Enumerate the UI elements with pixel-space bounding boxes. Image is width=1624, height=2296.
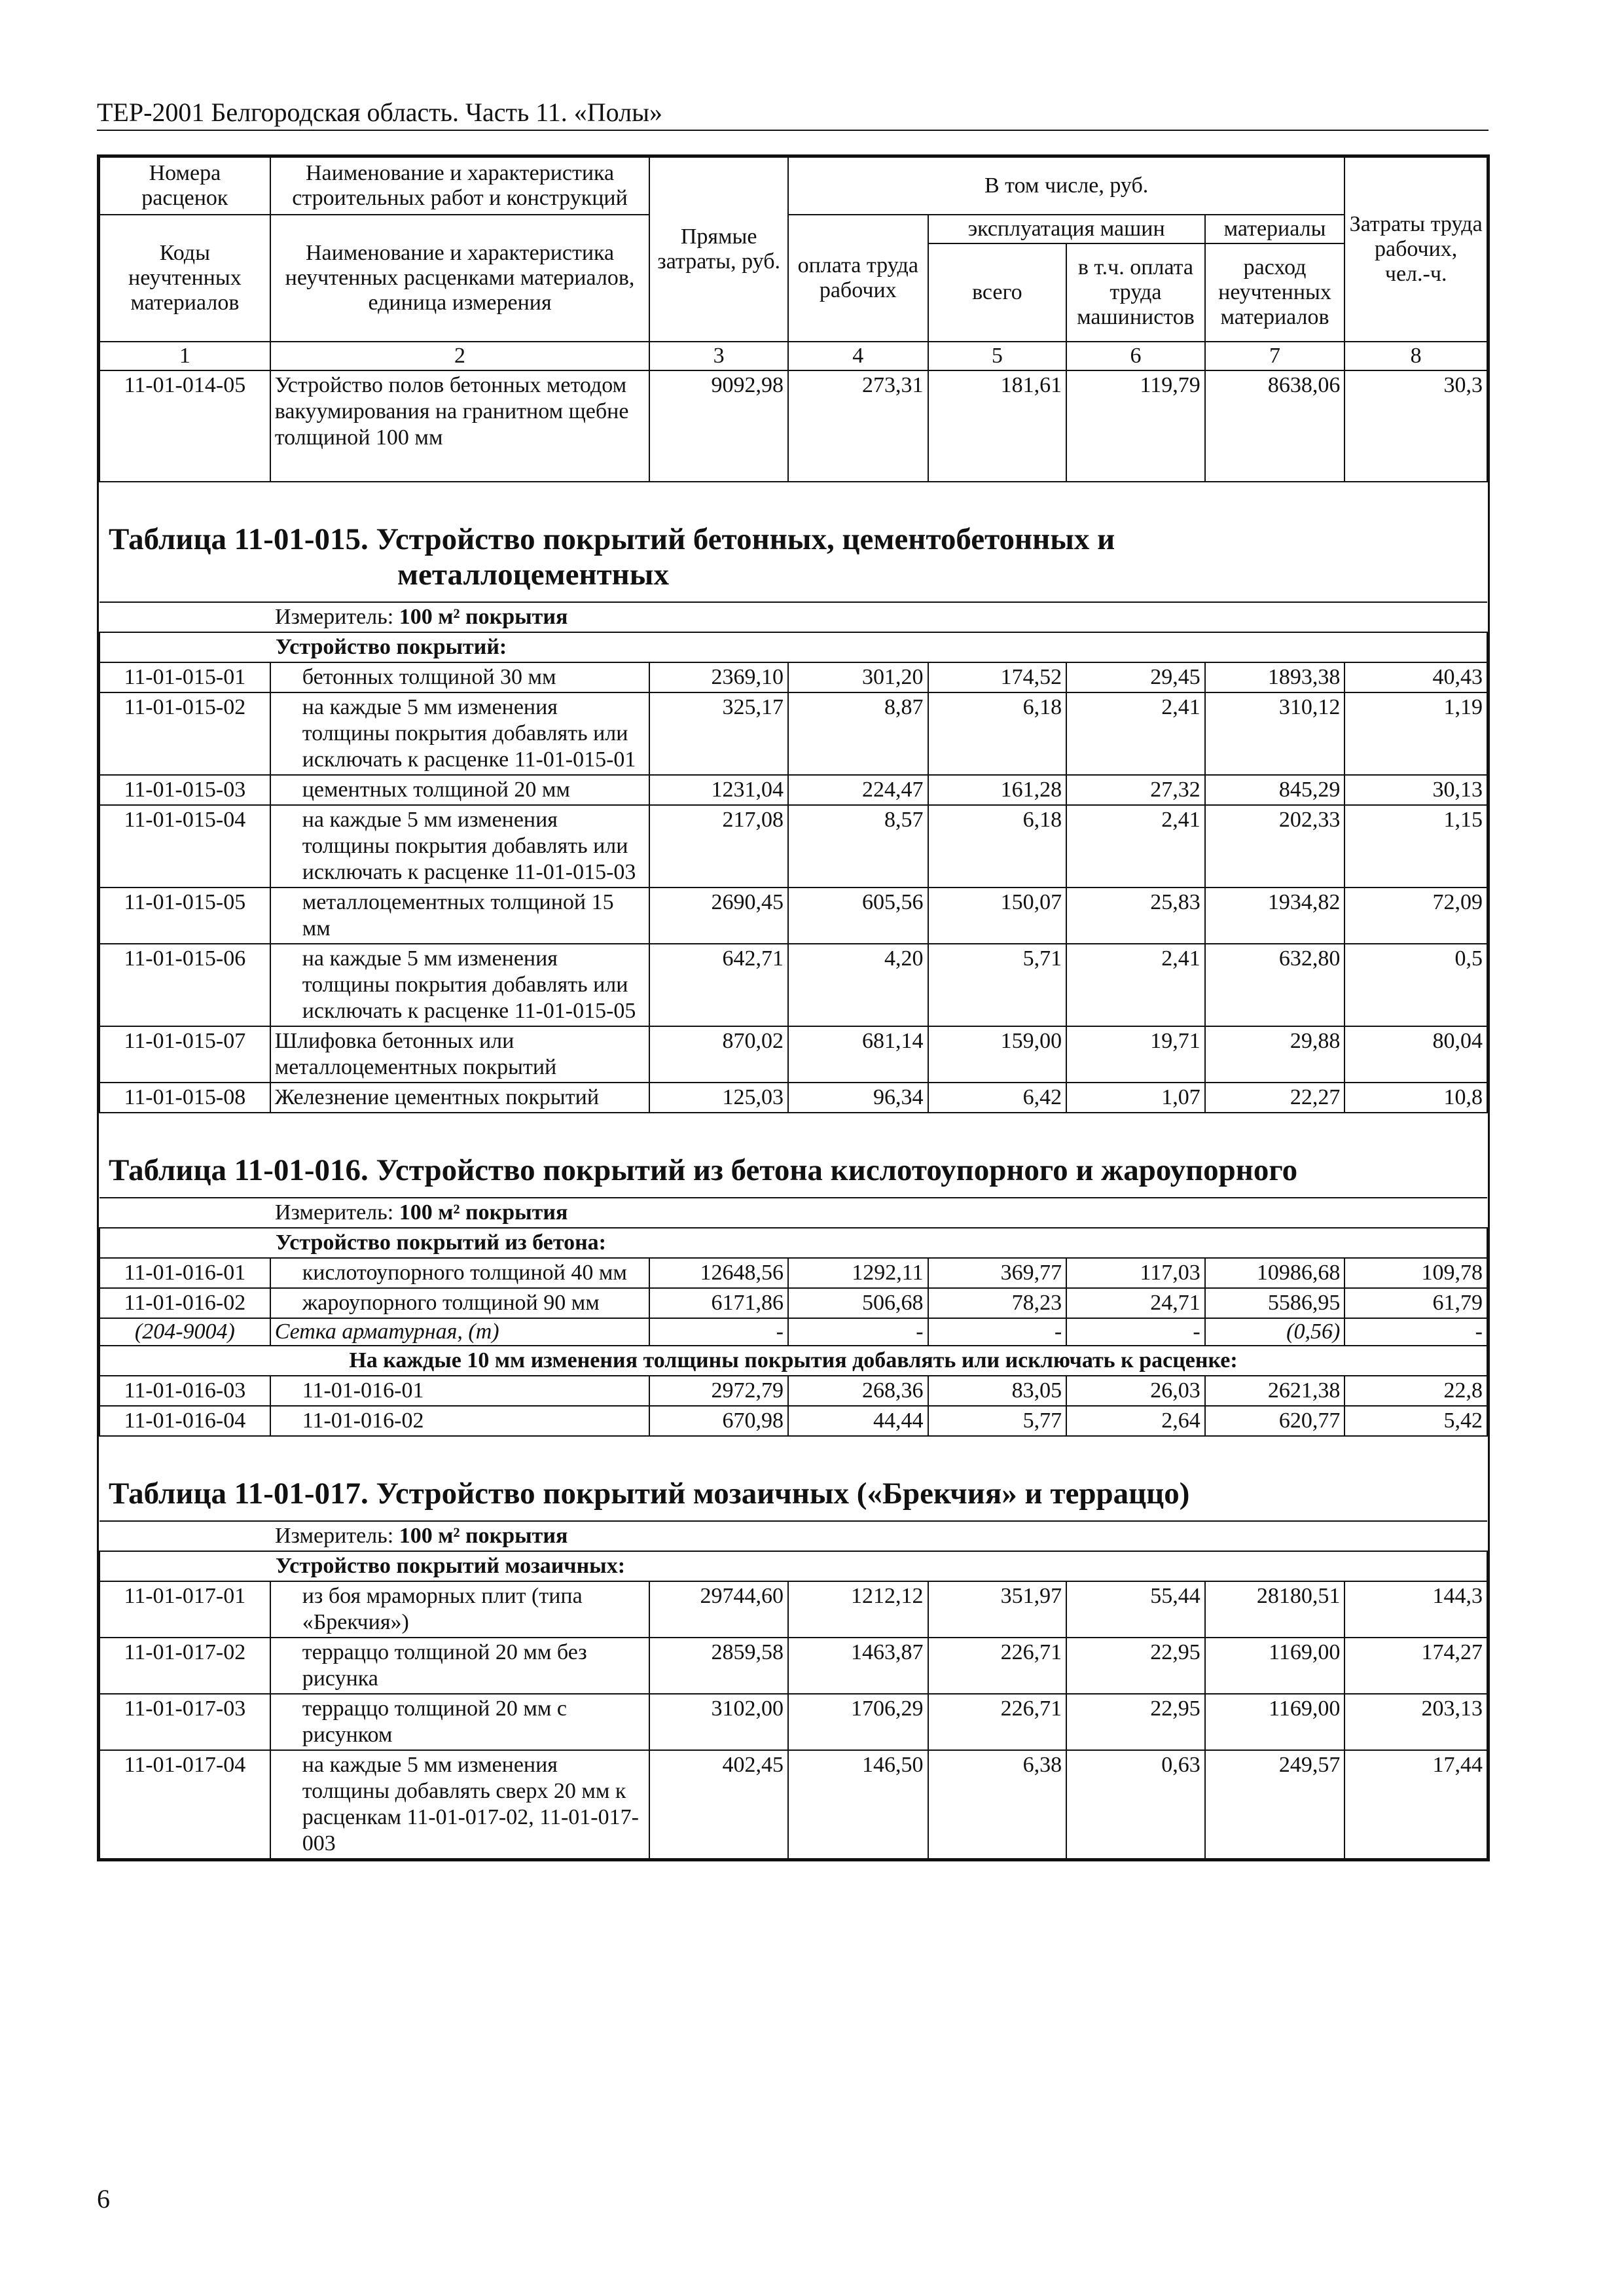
machinist-pay: 2,41 xyxy=(1066,692,1205,775)
col-number: 3 xyxy=(649,342,788,370)
labor-hours: 10,8 xyxy=(1344,1083,1487,1113)
page-header: ТЕР-2001 Белгородская область. Часть 11. «Полы» xyxy=(97,96,1489,131)
direct-costs: - xyxy=(649,1318,788,1346)
rate-name: на каждые 5 мм изменения толщины покрытия добавлять или исключать к расценке 11-01-015-05 xyxy=(270,944,650,1026)
direct-costs: 402,45 xyxy=(649,1750,788,1859)
rate-code: 11-01-015-04 xyxy=(99,805,270,888)
material-name: Сетка арматурная, (т) xyxy=(270,1318,650,1346)
machines-total: 226,71 xyxy=(928,1694,1067,1750)
direct-costs: 2690,45 xyxy=(649,888,788,944)
rate-code: 11-01-016-04 xyxy=(99,1406,270,1436)
rate-code: 11-01-015-03 xyxy=(99,775,270,805)
col-header-labor-hours: Затраты труда рабочих, чел.-ч. xyxy=(1344,157,1487,342)
col-header-material-name: Наименование и характеристика неучтенных расценками материалов, единица измерения xyxy=(270,215,650,342)
machines-total: 6,18 xyxy=(928,805,1067,888)
rate-name: на каждые 5 мм изменения толщины покрытия добавлять или исключать к расценке 11-01-015-01 xyxy=(270,692,650,775)
table-body xyxy=(99,370,1487,482)
col-header-material-codes: Коды неучтенных материалов xyxy=(99,215,270,342)
rate-name: на каждые 5 мм изменения толщины добавлять сверх 20 мм к расценкам 11-01-017-02, 11-01-017-003 xyxy=(270,1750,650,1859)
table-row xyxy=(99,1581,1487,1638)
machines-total: - xyxy=(928,1318,1067,1346)
worker-pay: - xyxy=(788,1318,928,1346)
materials-cost: 249,57 xyxy=(1205,1750,1345,1859)
direct-costs: 6171,86 xyxy=(649,1288,788,1318)
machinist-pay: - xyxy=(1066,1318,1205,1346)
rate-name: терраццо толщиной 20 мм с рисунком xyxy=(270,1694,650,1750)
worker-pay: 268,36 xyxy=(788,1376,928,1406)
col-header-including: В том числе, руб. xyxy=(788,157,1344,215)
machines-total: 174,52 xyxy=(928,662,1067,692)
table-row xyxy=(99,1376,1487,1406)
material-code: (204-9004) xyxy=(99,1318,270,1346)
table-row xyxy=(99,1406,1487,1436)
machinist-pay: 26,03 xyxy=(1066,1376,1205,1406)
table-016-variants xyxy=(99,1346,1487,1436)
machinist-pay: 27,32 xyxy=(1066,775,1205,805)
worker-pay: 96,34 xyxy=(788,1083,928,1113)
rate-code: 11-01-016-02 xyxy=(99,1288,270,1318)
col-header-direct-costs: Прямые затраты, руб. xyxy=(649,157,788,342)
table-row xyxy=(99,1258,1487,1288)
direct-costs: 1231,04 xyxy=(649,775,788,805)
col-number: 5 xyxy=(928,342,1067,370)
col-header-codes: Номера расценок xyxy=(99,157,270,215)
table-row xyxy=(99,1750,1487,1859)
labor-hours: 40,43 xyxy=(1344,662,1487,692)
direct-costs: 325,17 xyxy=(649,692,788,775)
rate-code: 11-01-015-08 xyxy=(99,1083,270,1113)
rate-name: 11-01-016-02 xyxy=(270,1406,650,1436)
machines-total: 6,42 xyxy=(928,1083,1067,1113)
table-title: Таблица 11-01-015. Устройство покрытий бетонных, цементобетонных и металлоцементных xyxy=(99,482,1487,602)
direct-costs: 870,02 xyxy=(649,1026,788,1083)
rate-name: бетонных толщиной 30 мм xyxy=(270,662,650,692)
rate-name: жароупорного толщиной 90 мм xyxy=(270,1288,650,1318)
materials-cost: 2621,38 xyxy=(1205,1376,1345,1406)
materials-cost: 8638,06 xyxy=(1205,370,1345,482)
direct-costs: 642,71 xyxy=(649,944,788,1026)
materials-cost: 10986,68 xyxy=(1205,1258,1345,1288)
machines-total: 83,05 xyxy=(928,1376,1067,1406)
labor-hours: 5,42 xyxy=(1344,1406,1487,1436)
table-row xyxy=(99,888,1487,944)
machines-total: 5,77 xyxy=(928,1406,1067,1436)
measure-unit: Измеритель: 100 м² покрытия xyxy=(99,602,1487,632)
worker-pay: 1706,29 xyxy=(788,1694,928,1750)
direct-costs: 2972,79 xyxy=(649,1376,788,1406)
labor-hours: 30,13 xyxy=(1344,775,1487,805)
rate-code: 11-01-014-05 xyxy=(99,370,270,482)
measure-unit: Измеритель: 100 м² покрытия xyxy=(99,1521,1487,1551)
worker-pay: 224,47 xyxy=(788,775,928,805)
worker-pay: 4,20 xyxy=(788,944,928,1026)
table-title: Таблица 11-01-017. Устройство покрытий мозаичных («Брекчия» и терраццо) xyxy=(99,1436,1487,1521)
col-header-machines: эксплуатация машин xyxy=(928,215,1205,243)
materials-cost: 5586,95 xyxy=(1205,1288,1345,1318)
table-title: Таблица 11-01-016. Устройство покрытий из бетона кислотоупорного и жароупорного xyxy=(99,1113,1487,1198)
table-016 xyxy=(99,1113,1487,1346)
section-heading: Устройство покрытий: xyxy=(99,632,1487,662)
table-row xyxy=(99,805,1487,888)
direct-costs: 12648,56 xyxy=(649,1258,788,1288)
rate-code: 11-01-016-01 xyxy=(99,1258,270,1288)
worker-pay: 146,50 xyxy=(788,1750,928,1859)
machines-total: 78,23 xyxy=(928,1288,1067,1318)
direct-costs: 2859,58 xyxy=(649,1638,788,1694)
materials-cost: 1893,38 xyxy=(1205,662,1345,692)
rate-name: Шлифовка бетонных или металлоцементных покрытий xyxy=(270,1026,650,1083)
table-015 xyxy=(99,482,1487,1113)
machinist-pay: 55,44 xyxy=(1066,1581,1205,1638)
table-row xyxy=(99,1694,1487,1750)
page-number: 6 xyxy=(97,2184,110,2214)
direct-costs: 125,03 xyxy=(649,1083,788,1113)
materials-cost: 1169,00 xyxy=(1205,1638,1345,1694)
worker-pay: 8,57 xyxy=(788,805,928,888)
direct-costs: 3102,00 xyxy=(649,1694,788,1750)
labor-hours: - xyxy=(1344,1318,1487,1346)
rate-code: 11-01-015-07 xyxy=(99,1026,270,1083)
machines-total: 161,28 xyxy=(928,775,1067,805)
labor-hours: 72,09 xyxy=(1344,888,1487,944)
table-row xyxy=(99,944,1487,1026)
machinist-pay: 2,41 xyxy=(1066,944,1205,1026)
rate-code: 11-01-015-02 xyxy=(99,692,270,775)
direct-costs: 2369,10 xyxy=(649,662,788,692)
rates-table xyxy=(99,156,1488,1859)
materials-cost: 1934,82 xyxy=(1205,888,1345,944)
worker-pay: 1212,12 xyxy=(788,1581,928,1638)
col-header-materials: материалы xyxy=(1205,215,1345,243)
table-row xyxy=(99,775,1487,805)
rate-code: 11-01-016-03 xyxy=(99,1376,270,1406)
materials-cost: 1169,00 xyxy=(1205,1694,1345,1750)
section-heading: Устройство покрытий из бетона: xyxy=(99,1228,1487,1258)
rate-code: 11-01-017-04 xyxy=(99,1750,270,1859)
rate-name: цементных толщиной 20 мм xyxy=(270,775,650,805)
labor-hours: 22,8 xyxy=(1344,1376,1487,1406)
col-number: 4 xyxy=(788,342,928,370)
machinist-pay: 24,71 xyxy=(1066,1288,1205,1318)
col-number: 8 xyxy=(1344,342,1487,370)
col-number: 6 xyxy=(1066,342,1205,370)
machinist-pay: 2,41 xyxy=(1066,805,1205,888)
table-row xyxy=(99,662,1487,692)
machinist-pay: 1,07 xyxy=(1066,1083,1205,1113)
rate-code: 11-01-017-01 xyxy=(99,1581,270,1638)
machinist-pay: 22,95 xyxy=(1066,1694,1205,1750)
worker-pay: 605,56 xyxy=(788,888,928,944)
machines-total: 351,97 xyxy=(928,1581,1067,1638)
machines-total: 150,07 xyxy=(928,888,1067,944)
machinist-pay: 0,63 xyxy=(1066,1750,1205,1859)
materials-cost: 845,29 xyxy=(1205,775,1345,805)
machines-total: 369,77 xyxy=(928,1258,1067,1288)
direct-costs: 9092,98 xyxy=(649,370,788,482)
labor-hours: 0,5 xyxy=(1344,944,1487,1026)
machinist-pay: 19,71 xyxy=(1066,1026,1205,1083)
table-row xyxy=(99,1083,1487,1113)
labor-hours: 17,44 xyxy=(1344,1750,1487,1859)
col-header-worker-pay: оплата труда рабочих xyxy=(788,215,928,342)
col-number: 1 xyxy=(99,342,270,370)
machinist-pay: 22,95 xyxy=(1066,1638,1205,1694)
rate-name: 11-01-016-01 xyxy=(270,1376,650,1406)
col-number: 7 xyxy=(1205,342,1345,370)
col-number: 2 xyxy=(270,342,650,370)
rate-name: Железнение цементных покрытий xyxy=(270,1083,650,1113)
materials-cost: 620,77 xyxy=(1205,1406,1345,1436)
labor-hours: 1,15 xyxy=(1344,805,1487,888)
col-header-unaccounted-materials: расход неучтенных материалов xyxy=(1205,243,1345,342)
worker-pay: 1463,87 xyxy=(788,1638,928,1694)
section-heading: На каждые 10 мм изменения толщины покрытия добавлять или исключать к расценке: xyxy=(99,1346,1487,1376)
machines-total: 181,61 xyxy=(928,370,1067,482)
labor-hours: 109,78 xyxy=(1344,1258,1487,1288)
worker-pay: 506,68 xyxy=(788,1288,928,1318)
worker-pay: 301,20 xyxy=(788,662,928,692)
table-row xyxy=(99,692,1487,775)
worker-pay: 44,44 xyxy=(788,1406,928,1436)
materials-cost: 310,12 xyxy=(1205,692,1345,775)
machinist-pay: 29,45 xyxy=(1066,662,1205,692)
labor-hours: 30,3 xyxy=(1344,370,1487,482)
labor-hours: 1,19 xyxy=(1344,692,1487,775)
table-row xyxy=(99,1288,1487,1318)
rate-code: 11-01-015-05 xyxy=(99,888,270,944)
materials-cost: 202,33 xyxy=(1205,805,1345,888)
rate-name: кислотоупорного толщиной 40 мм xyxy=(270,1258,650,1288)
rate-name: терраццо толщиной 20 мм без рисунка xyxy=(270,1638,650,1694)
rate-code: 11-01-017-02 xyxy=(99,1638,270,1694)
measure-unit: Измеритель: 100 м² покрытия xyxy=(99,1198,1487,1228)
materials-cost: 632,80 xyxy=(1205,944,1345,1026)
rate-name: металлоцементных толщиной 15 мм xyxy=(270,888,650,944)
machines-total: 226,71 xyxy=(928,1638,1067,1694)
worker-pay: 273,31 xyxy=(788,370,928,482)
machinist-pay: 117,03 xyxy=(1066,1258,1205,1288)
rate-name: из боя мраморных плит (типа «Брекчия») xyxy=(270,1581,650,1638)
direct-costs: 217,08 xyxy=(649,805,788,888)
machinist-pay: 25,83 xyxy=(1066,888,1205,944)
table-017 xyxy=(99,1436,1487,1859)
labor-hours: 144,3 xyxy=(1344,1581,1487,1638)
direct-costs: 670,98 xyxy=(649,1406,788,1436)
rate-code: 11-01-015-06 xyxy=(99,944,270,1026)
machinist-pay: 119,79 xyxy=(1066,370,1205,482)
materials-cost: 29,88 xyxy=(1205,1026,1345,1083)
col-header-name: Наименование и характеристика строительных работ и конструкций xyxy=(270,157,650,215)
machines-total: 6,38 xyxy=(928,1750,1067,1859)
labor-hours: 203,13 xyxy=(1344,1694,1487,1750)
rate-name: Устройство полов бетонных методом вакуумирования на гранитном щебне толщиной 100 мм xyxy=(270,370,650,482)
col-header-machines-total: всего xyxy=(928,243,1067,342)
labor-hours: 80,04 xyxy=(1344,1026,1487,1083)
material-row xyxy=(99,1318,1487,1346)
col-header-machinist-pay: в т.ч. оплата труда машинистов xyxy=(1066,243,1205,342)
materials-cost: (0,56) xyxy=(1205,1318,1345,1346)
rates-table-frame xyxy=(97,154,1490,1861)
materials-cost: 22,27 xyxy=(1205,1083,1345,1113)
section-heading: Устройство покрытий мозаичных: xyxy=(99,1551,1487,1581)
labor-hours: 61,79 xyxy=(1344,1288,1487,1318)
table-header xyxy=(99,157,1487,370)
direct-costs: 29744,60 xyxy=(649,1581,788,1638)
labor-hours: 174,27 xyxy=(1344,1638,1487,1694)
machinist-pay: 2,64 xyxy=(1066,1406,1205,1436)
materials-cost: 28180,51 xyxy=(1205,1581,1345,1638)
table-row xyxy=(99,1026,1487,1083)
rate-name: на каждые 5 мм изменения толщины покрытия добавлять или исключать к расценке 11-01-015-03 xyxy=(270,805,650,888)
machines-total: 6,18 xyxy=(928,692,1067,775)
table-row xyxy=(99,1638,1487,1694)
rate-code: 11-01-015-01 xyxy=(99,662,270,692)
worker-pay: 8,87 xyxy=(788,692,928,775)
table-row xyxy=(99,370,1487,482)
rate-code: 11-01-017-03 xyxy=(99,1694,270,1750)
worker-pay: 681,14 xyxy=(788,1026,928,1083)
machines-total: 5,71 xyxy=(928,944,1067,1026)
machines-total: 159,00 xyxy=(928,1026,1067,1083)
worker-pay: 1292,11 xyxy=(788,1258,928,1288)
